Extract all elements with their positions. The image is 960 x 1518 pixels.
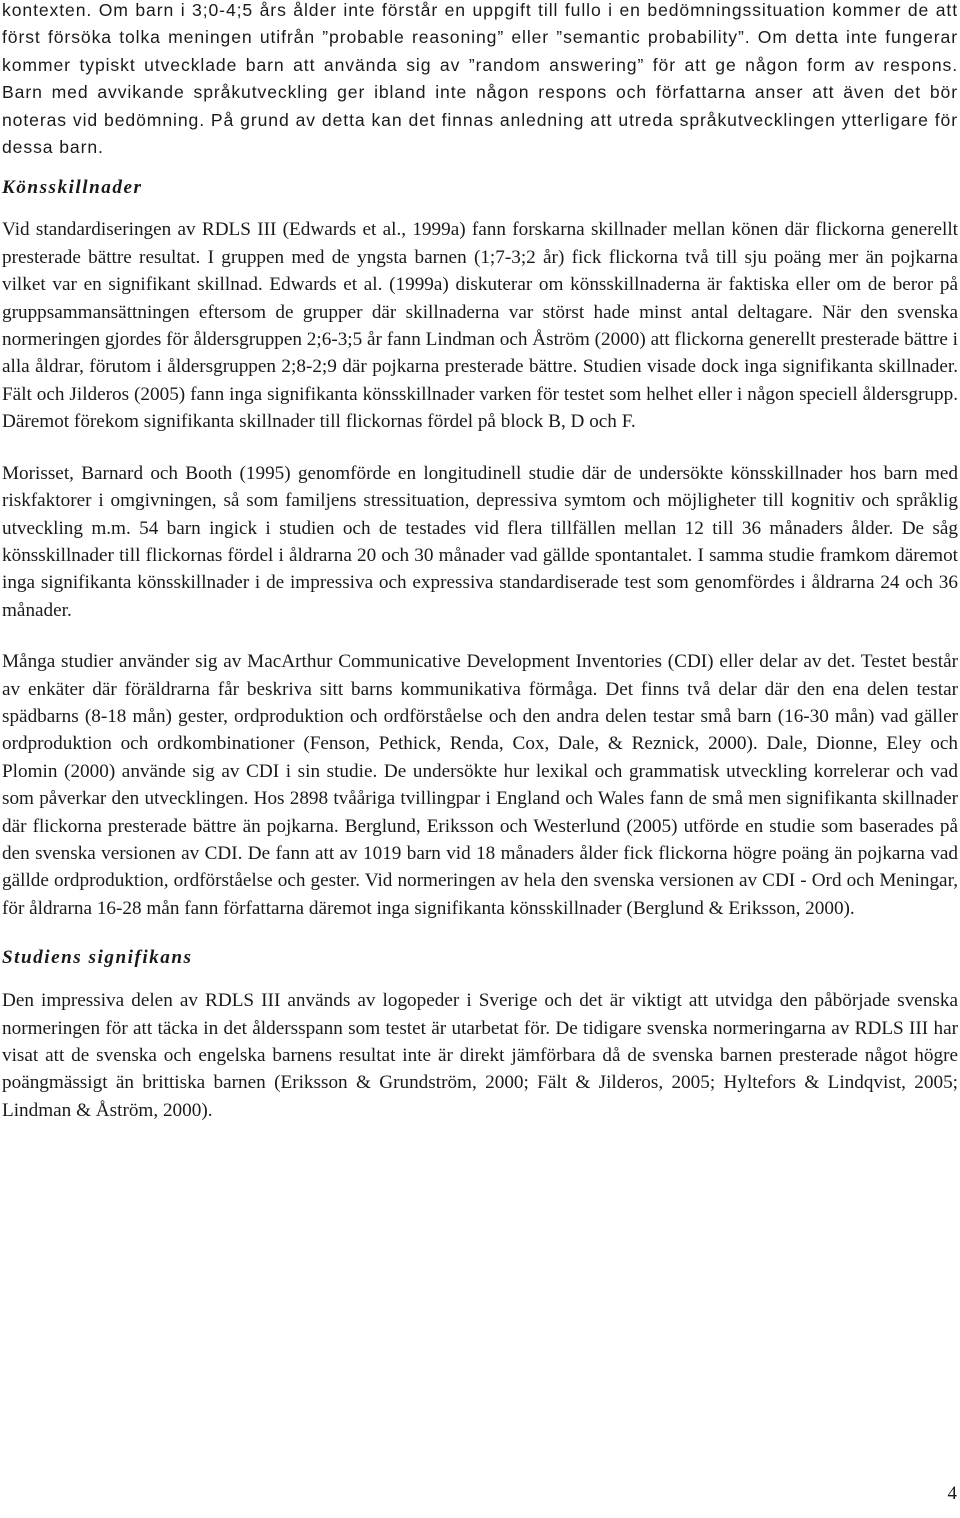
- paragraph-morisset: Morisset, Barnard och Booth (1995) genomförde en longitudinell studie där de undersökte könsskillnader hos barn med riskfaktorer i omgivningen, så som familjens stressituation, depressiva symtom och möjligheter till kognitiv och språklig utveckling m.m. 54 barn ingick i studien och de testades vid flera tillfällen mellan 12 till 36 månaders ålder. De såg könsskillnader till flickornas fördel i åldrarna 20 och 30 månader vad gällde spontantalet. I samma studie framkom däremot inga signifikanta könsskillnader i de impressiva och expressiva standardiserade test som genomfördes i åldrarna 24 och 36 månader.: [2, 462, 958, 621]
- section-heading-konsskillnader: Könsskillnader: [2, 177, 143, 199]
- paragraph-intro: kontexten. Om barn i 3;0-4;5 års ålder inte förstår en uppgift till fullo i en bedömningssituation kommer de att först försöka tolka meningen utifrån ”probable reasoning” eller ”semantic probability”. Om detta inte fungerar kommer typiskt utvecklade barn att använda sig av ”random answering” för att ge någon form av respons. Barn med avvikande språkutveckling ger ibland inte någon respons och författarna anser att även det bör noteras vid bedömning. På grund av detta kan det finnas anledning att utreda språkutvecklingen ytterligare för dessa barn.: [2, 0, 958, 158]
- paragraph-cdi: Många studier använder sig av MacArthur Communicative Development Inventories (CDI) eller delar av det. Testet består av enkäter där föräldrarna får beskriva sitt barns kommunikativa förmåga. Det finns två delar där den ena delen testar spädbarns (8-18 mån) gester, ordproduktion och ordförståelse och den andra delen testar små barn (16-30 mån) vad gäller ordproduktion och ordkombinationer (Fenson, Pethick, Renda, Cox, Dale, & Reznick, 2000). Dale, Dionne, Eley och Plomin (2000) använde sig av CDI i sin studie. De undersökte hur lexikal och grammatisk utveckling korrelerar och vad som påverkar den utvecklingen. Hos 2898 tvååriga tvillingpar i England och Wales fann de små men signifikanta skillnader där flickorna presterade bättre än pojkarna. Berglund, Eriksson och Westerlund (2005) utförde en studie som baserades på den svenska versionen av CDI. De fann att av 1019 barn vid 18 månaders ålder fick flickorna högre poäng än pojkarna vad gällde ordproduktion, ordförståelse och gester. Vid normeringen av hela den svenska versionen av CDI - Ord och Meningar, för åldrarna 16-28 mån fann författarna däremot inga signifikanta könsskillnader (Berglund & Eriksson, 2000).: [2, 651, 958, 919]
- paragraph-studiens-signifikans: Den impressiva delen av RDLS III används av logopeder i Sverige och det är viktigt att utvidga den påbörjade svenska normeringen för att täcka in det åldersspann som testet är utarbetat för. De tidigare svenska normeringarna av RDLS III har visat att de svenska och engelska barnens resultat inte är direkt jämförbara då de svenska barnen presterade något högre poängmässigt än brittiska barnen (Eriksson & Grundström, 2000; Fält & Jilderos, 2005; Hyltefors & Lindqvist, 2005; Lindman & Åström, 2000).: [2, 990, 958, 1121]
- section-heading-studiens-signifikans: Studiens signifikans: [2, 947, 193, 969]
- paragraph-konsskillnader: Vid standardiseringen av RDLS III (Edwards et al., 1999a) fann forskarna skillnader mellan könen där flickorna generellt presterade bättre resultat. I gruppen med de yngsta barnen (1;7-3;2 år) fick flickorna två till sju poäng mer än pojkarna vilket var en signifikant skillnad. Edwards et al. (1999a) diskuterar om könsskillnaderna är faktiska eller om de beror på gruppsammansättningen eftersom de grupper där skillnaderna var störst hade minst antal deltagare. När den svenska normeringen gjordes för åldersgruppen 2;6-3;5 år fann Lindman och Åström (2000) att flickorna generellt presterade bättre i alla åldrar, förutom i åldersgruppen 2;8-2;9 där pojkarna presterade bättre. Studien visade dock inga signifikanta skillnader. Fält och Jilderos (2005) fann inga signifikanta könsskillnader varken för testet som helhet eller i någon speciell åldersgrupp. Däremot förekom signifikanta skillnader till flickornas fördel på block B, D och F.: [2, 219, 958, 433]
- page-number: 4: [947, 1483, 957, 1504]
